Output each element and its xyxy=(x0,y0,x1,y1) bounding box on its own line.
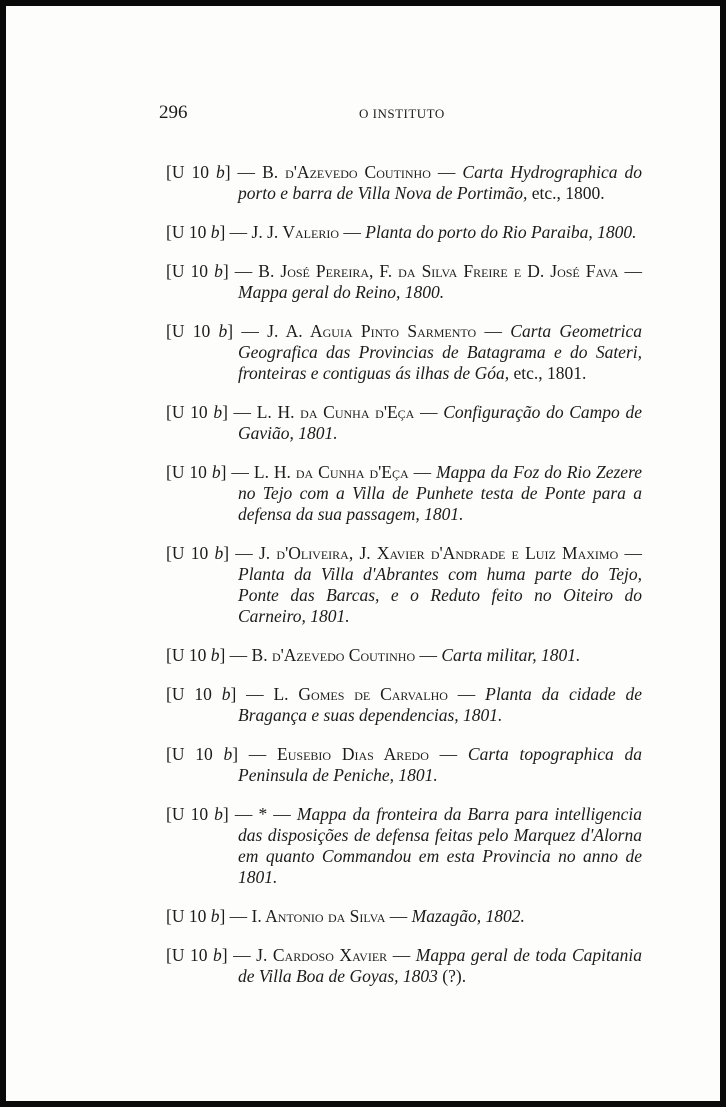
entry-author: J. d'Oliveira, J. Xavier d'Andrade e Luiz Maximo xyxy=(258,542,619,563)
catalog-entry: [U 10 b] — J. A. Aguia Pinto Sarmento — Carta Geometrica Geografica das Provincias de Batagrama e do Sateri, fronteiras e contiguas ás ilhas de Góa, etc., 1801. xyxy=(166,320,643,383)
catalog-entry: [U 10 b] — J. d'Oliveira, J. Xavier d'Andrade e Luiz Maximo — Planta da Villa d'Abrantes com huma parte do Tejo, Ponte das Barcas, e o Reduto feito no Oiteiro do Carneiro, 1801. xyxy=(166,542,642,626)
entry-title: Mappa da Foz do Rio Zezere no Tejo com a Villa de Punhete testa de Ponte para a defensa da sua passagem, 1801. xyxy=(238,461,643,524)
entry-author: Eusebio Dias Aredo xyxy=(277,743,429,764)
catalog-entry: [U 10 b] — B. d'Azevedo Coutinho — Carta Hydrographica do porto e barra de Villa Nova de Portimão, etc., 1800. xyxy=(166,161,643,203)
entry-title: Configuração do Campo de Gavião, 1801. xyxy=(238,401,642,443)
catalog-entry: [U 10 b] — L. H. da Cunha d'Eça — Mappa da Foz do Rio Zezere no Tejo com a Villa de Punhete testa de Ponte para a defensa da sua passagem, 1801. xyxy=(166,461,643,524)
entry-title: Planta da Villa d'Abrantes com huma parte do Tejo, Ponte das Barcas, e o Reduto feito no Oiteiro do Carneiro, 1801. xyxy=(238,563,642,626)
shelf-mark: [U 10 b] — xyxy=(166,905,252,926)
shelf-mark: [U 10 b] — xyxy=(166,260,259,281)
page-number: 296 xyxy=(159,102,188,123)
shelf-mark: [U 10 b] — xyxy=(166,221,252,242)
entry-title: Mappa geral do Reino, 1800. xyxy=(238,281,445,302)
entry-title: Planta da cidade de Bragança e suas dependencias, 1801. xyxy=(238,683,643,725)
entry-title: Mappa da fronteira da Barra para intelligencia das disposições de defensa feitas pelo Marquez d'Alorna em quanto Commandou em esta Provincia no anno de 1801. xyxy=(238,803,643,887)
shelf-mark: [U 10 b] — xyxy=(166,743,278,764)
shelf-mark: [U 10 b] — xyxy=(166,461,254,482)
catalog-entry: [U 10 b] — L. H. da Cunha d'Eça — Configuração do Campo de Gavião, 1801. xyxy=(166,401,642,443)
entry-rest: etc., 1801. xyxy=(509,362,587,383)
catalog-entry: [U 10 b] — I. Antonio da Silva — Mazagão, 1802. xyxy=(166,905,525,926)
entry-author: L. H. da Cunha d'Eça xyxy=(256,401,415,422)
catalog-entry xyxy=(166,804,642,888)
shelf-mark: [U 10 b] — xyxy=(166,944,257,965)
entry-author: J. A. Aguia Pinto Sarmento xyxy=(267,320,477,341)
catalog-entries xyxy=(166,144,642,1005)
entry-author: L. Gomes de Carvalho xyxy=(273,683,448,704)
shelf-mark: [U 10 b] — xyxy=(166,161,263,182)
entry-author: * — xyxy=(258,803,291,824)
shelf-mark: [U 10 b] — xyxy=(166,401,257,422)
shelf-mark: [U 10 b] — xyxy=(166,644,252,665)
page-header xyxy=(159,102,624,126)
catalog-entry: [U 10 b] — Eusebio Dias Aredo — Carta topographica da Peninsula de Peniche, 1801. xyxy=(166,743,643,785)
entry-rest: (?). xyxy=(437,965,467,986)
shelf-mark: [U 10 b] — xyxy=(166,320,268,341)
catalog-entry: [U 10 b] — J. Cardoso Xavier — Mappa geral de toda Capitania de Villa Boa de Goyas, 1803 (?). xyxy=(166,944,643,986)
catalog-entry: [U 10 b] — L. Gomes de Carvalho — Planta da cidade de Bragança e suas dependencias, 1801. xyxy=(166,683,643,725)
entry-author: J. J. Valerio xyxy=(251,221,339,242)
entry-title: Carta topographica da Peninsula de Peniche, 1801. xyxy=(238,743,643,785)
catalog-entry: [U 10 b] — B. José Pereira, F. da Silva Freire e D. José Fava — Mappa geral do Reino, 1800. xyxy=(166,260,643,302)
entry-author: B. José Pereira, F. da Silva Freire e D. José Fava xyxy=(258,260,619,281)
entry-title: Carta Hydrographica do porto e barra de Villa Nova de Portimão, xyxy=(238,161,643,203)
entry-author: I. Antonio da Silva xyxy=(251,905,386,926)
shelf-mark: [U 10 b] — xyxy=(166,683,274,704)
entry-title: Carta Geometrica Geografica das Provincias de Batagrama e do Sateri, fronteiras e contiguas ás ilhas de Góa, xyxy=(238,320,643,383)
entry-author: L. H. da Cunha d'Eça xyxy=(253,461,409,482)
shelf-mark: [U 10 b] — xyxy=(166,803,259,824)
entry-rest: etc., 1800. xyxy=(527,182,605,203)
catalog-entry: [U 10 b] — J. J. Valerio — Planta do porto do Rio Paraiba, 1800. xyxy=(166,221,637,242)
running-title: O INSTITUTO xyxy=(359,106,445,121)
entry-title: Mazagão, 1802. xyxy=(411,905,525,926)
entry-title: Mappa geral de toda Capitania de Villa Boa de Goyas, 1803 xyxy=(238,944,643,986)
catalog-entry: [U 10 b] — B. d'Azevedo Coutinho — Carta militar, 1801. xyxy=(166,644,581,665)
shelf-mark: [U 10 b] — xyxy=(166,542,259,563)
entry-author: B. d'Azevedo Coutinho xyxy=(262,161,431,182)
entry-author: B. d'Azevedo Coutinho xyxy=(251,644,416,665)
entry-title: Planta do porto do Rio Paraiba, 1800. xyxy=(365,221,637,242)
entry-author: J. Cardoso Xavier xyxy=(256,944,388,965)
entry-title: Carta militar, 1801. xyxy=(441,644,581,665)
